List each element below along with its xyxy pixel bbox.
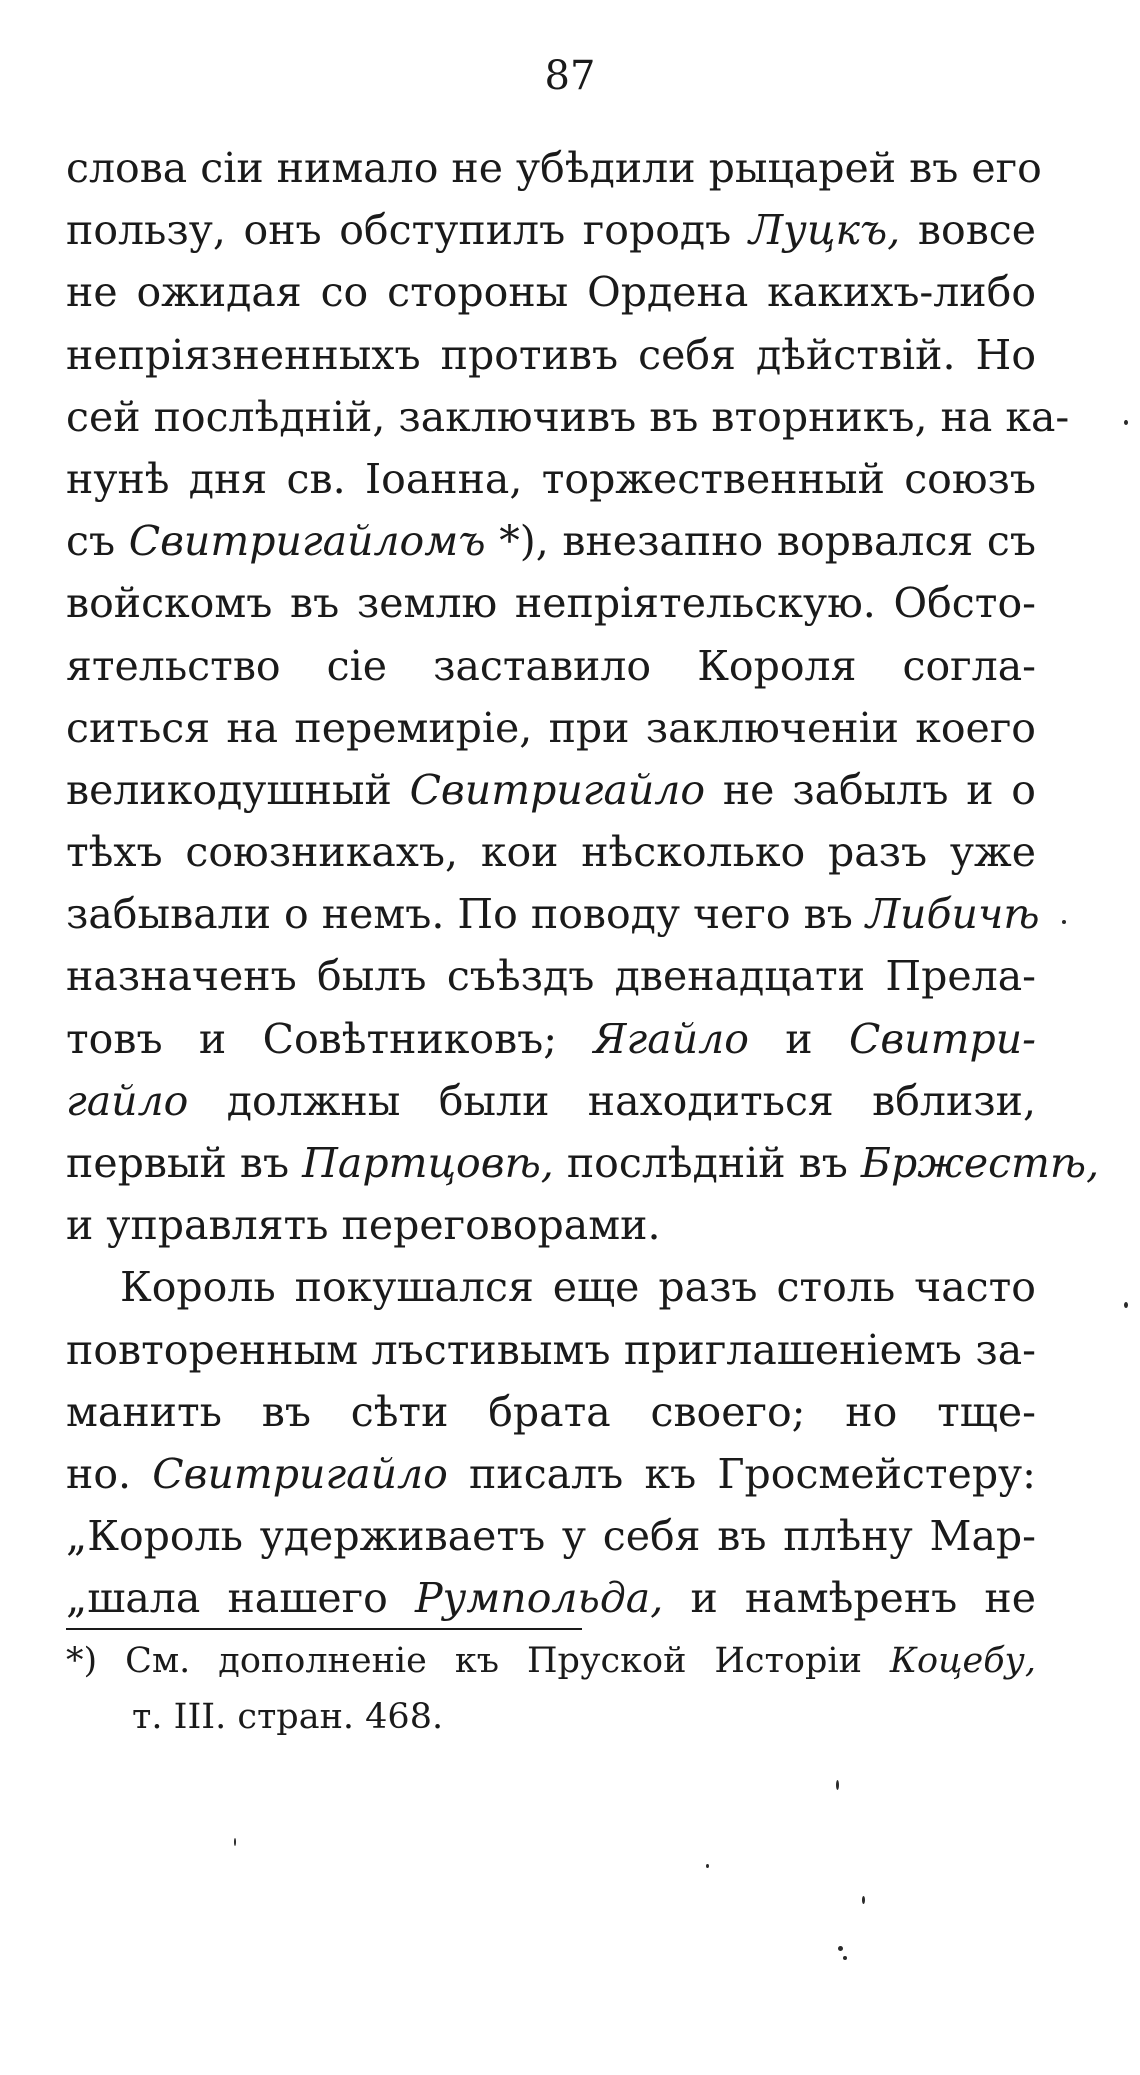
scan-speck [836,1780,839,1790]
scan-speck [234,1838,236,1846]
text-run: съ [66,517,129,566]
text-line [66,261,1036,323]
scan-speck [706,1864,709,1868]
text-run: ятельство сіе заставило Короля согла- [66,641,1036,690]
footnote-rule [66,1628,582,1630]
text-line [66,572,1036,634]
text-run: манить въ сѣти брата своего; но тще- [66,1387,1036,1436]
text-run: *), внезапно ворвался съ [485,517,1036,566]
text-line [66,448,1036,510]
scan-speck [1124,1302,1128,1308]
text-run: повторенным лъстивымъ приглашеніемъ за- [66,1325,1036,1374]
body-text [66,137,1100,1630]
text-run: *) См. дополненіе къ Пруской Исторіи [66,1641,890,1681]
italic-name: Ягайло [593,1014,749,1063]
text-run: „шала нашего [66,1574,415,1623]
text-run: не забылъ и о [705,765,1036,814]
text-line [66,883,1040,945]
text-run: и намѣренъ не [663,1574,1036,1623]
scan-speck [1062,920,1066,924]
text-run: т. III. стран. 468. [132,1697,444,1737]
text-line [66,759,1036,821]
text-run: не ожидая со стороны Ордена какихъ-либо [66,268,1036,317]
text-line [66,821,1036,883]
text-line [66,1194,1036,1256]
text-run: назначенъ былъ съѣздъ двенадцати Прела- [66,952,1036,1001]
scan-speck [1124,420,1128,425]
italic-name: Партцовѣ, [302,1139,554,1187]
text-run: первый въ [66,1139,303,1187]
text-run: „Король удерживаетъ у себя въ плѣну Мар- [66,1512,1036,1561]
text-run: войскомъ въ землю непріятельскую. Обсто- [66,579,1036,628]
text-run: послѣдній въ [553,1139,861,1187]
page-number: 87 [544,53,596,99]
text-line [66,137,1042,199]
text-run: сей послѣдній, заключивъ въ вторникъ, на ка- [66,392,1070,441]
italic-name: Свитригайло [409,765,706,814]
text-line [66,697,1036,759]
italic-name: Свитригайломъ [128,517,486,566]
text-run: должны были находиться вблизи, [188,1076,1036,1125]
text-run: великодушный [66,765,410,814]
text-line [66,1381,1036,1443]
text-run: вовсе [900,206,1036,255]
text-run: непріязненныхъ противъ себя дѣйствій. Но [66,330,1036,379]
text-run: писалъ къ Гросмейстеру: [447,1449,1036,1498]
footnote-line [66,1633,1036,1689]
text-run: пользу, онъ обступилъ городъ [66,206,749,255]
italic-name: Либичѣ [865,890,1040,939]
text-run: но. [66,1449,153,1498]
text-run: Король покушался еще разъ столь часто [120,1263,1036,1312]
text-line [66,1567,1036,1629]
text-line [66,386,1070,448]
text-run: ситься на перемиріе, при заключеніи коего [66,703,1036,752]
text-line [66,1132,1100,1194]
text-run: и [748,1014,849,1063]
text-line [66,1505,1036,1567]
text-line [66,945,1036,1007]
footnote-line [66,1689,1036,1745]
text-run: нунѣ дня св. Іоанна, торжественный союзъ [66,454,1036,503]
footnote [66,1633,1036,1745]
text-line [66,324,1036,386]
text-run: слова сіи нимало не убѣдили рыцарей въ его [66,144,1042,192]
text-line [66,199,1036,261]
text-run: тѣхъ союзникахъ, кои нѣсколько разъ уже [66,828,1036,877]
italic-name: Коцебу, [889,1641,1036,1681]
scan-speck [843,1956,847,1960]
scan-speck [838,1946,843,1951]
italic-name: Румпольда, [414,1574,664,1623]
text-line [66,635,1036,697]
scan-speck [862,1896,865,1904]
text-line [66,1256,1036,1318]
italic-name: гайло [66,1076,189,1125]
italic-name: Свитри- [848,1014,1036,1063]
text-run: забывали о немъ. По поводу чего въ [66,890,866,939]
text-line [66,1008,1036,1070]
italic-name: Бржестѣ, [860,1139,1100,1187]
text-line [66,1319,1036,1381]
text-line [66,510,1036,572]
italic-name: Свитригайло [152,1449,448,1498]
text-line [66,1443,1036,1505]
text-run: и управлять переговорами. [66,1201,661,1250]
italic-name: Луцкъ, [748,206,901,255]
text-run: товъ и Совѣтниковъ; [66,1014,594,1063]
text-line [66,1070,1036,1132]
